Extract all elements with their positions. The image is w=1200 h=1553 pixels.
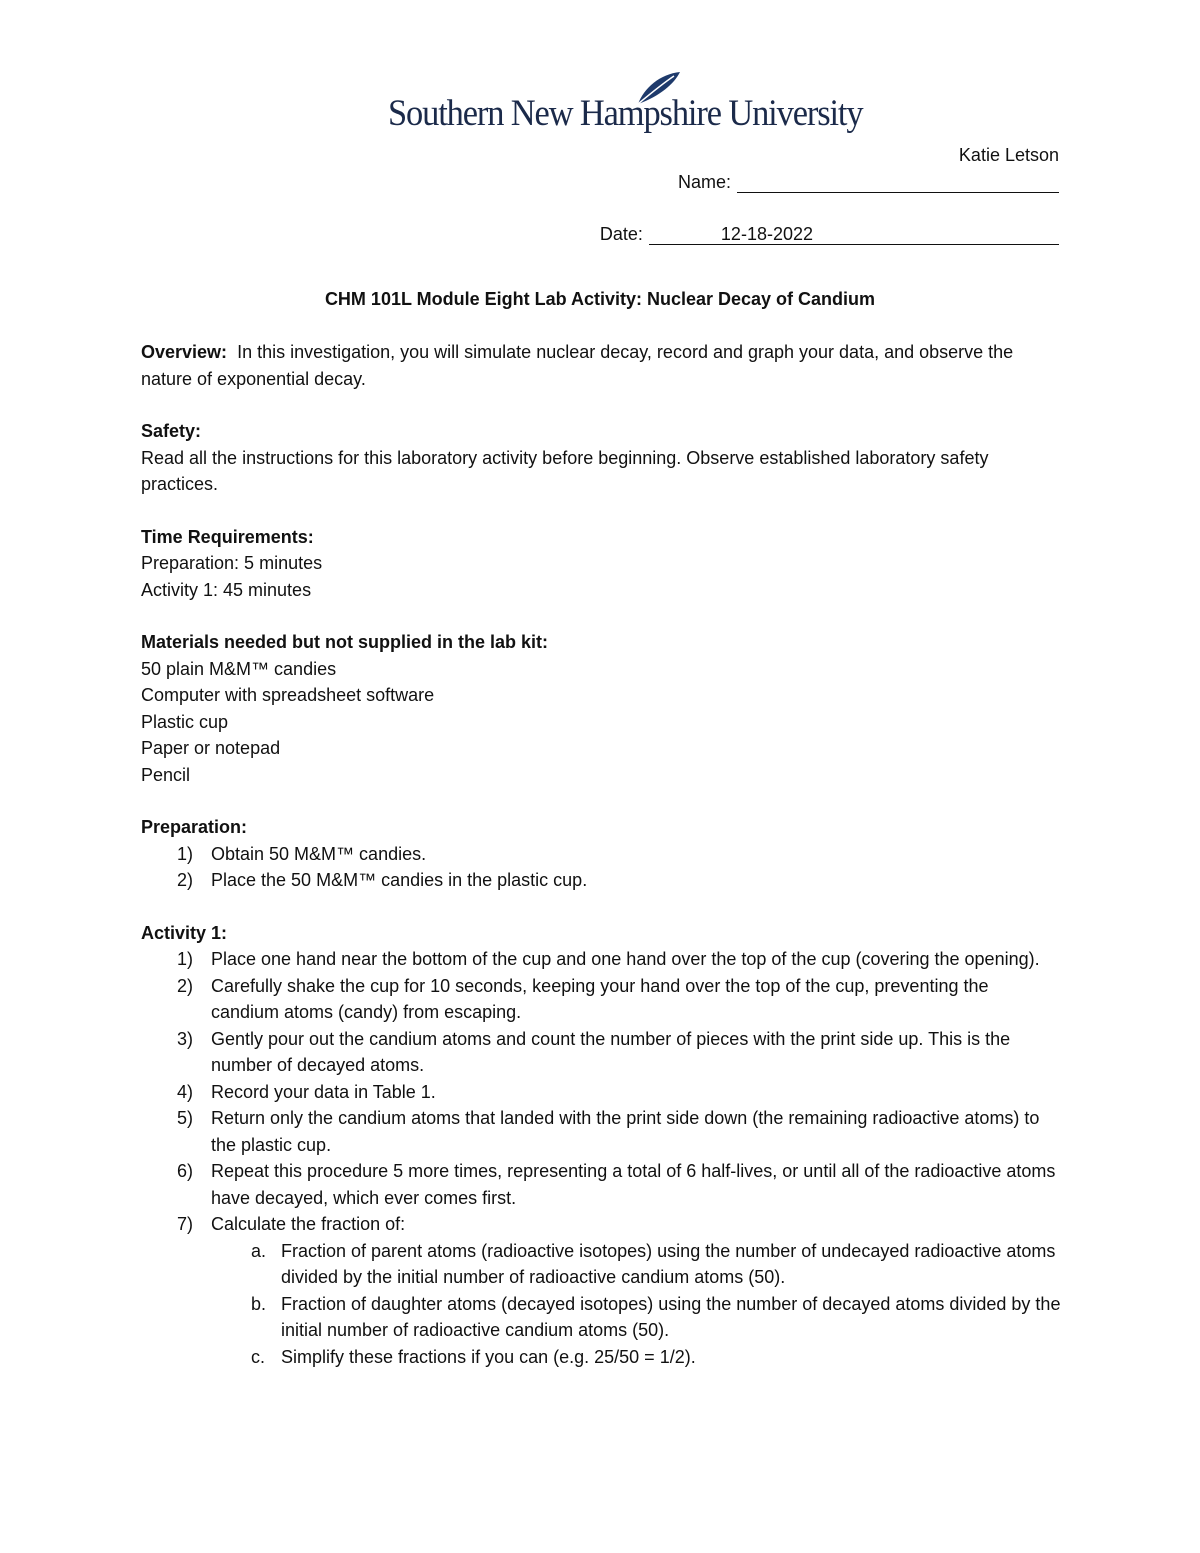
overview-text: In this investigation, you will simulate nuclear decay, record and graph your data, and observe the nature of exponential decay. (141, 342, 1014, 389)
sub-list-item: c. Simplify these fractions if you can (e.g. 25/50 = 1/2). (251, 1346, 696, 1367)
preparation-section (141, 814, 1061, 894)
activity-label: Activity 1: (141, 922, 228, 943)
time-label: Time Requirements: (141, 526, 314, 547)
materials-label: Materials needed but not supplied in the lab kit: (141, 632, 549, 652)
time-item: Activity 1: 45 minutes (141, 579, 312, 600)
sub-list-item: b. Fraction of daughter atoms (decayed isotopes) using the number of decayed atoms divided by the initial number of radioactive candium atoms (50). (251, 1293, 1061, 1340)
name-field (678, 172, 1059, 193)
overview-section (141, 339, 1061, 392)
safety-text: Read all the instructions for this laboratory activity before beginning. Observe established laboratory safety practices. (141, 447, 989, 494)
list-item: 2) Place the 50 M&M™ candies in the plastic cup. (177, 870, 588, 890)
name-blank-line[interactable] (737, 174, 1059, 193)
name-label: Name: (677, 172, 731, 192)
overview-label: Overview: (141, 342, 228, 362)
list-item: 1) Obtain 50 M&M™ candies. (177, 843, 427, 864)
list-item: 7) Calculate the fraction of: (177, 1214, 406, 1234)
list-item: 2) Carefully shake the cup for 10 seconds, keeping your hand over the top of the cup, preventing the candium atoms (candy) from escaping. (177, 975, 989, 1022)
list-item: 6) Repeat this procedure 5 more times, representing a total of 6 half-lives, or until all of the radioactive atoms have decayed, which ever comes first. (177, 1161, 1056, 1208)
date-value: 12-18-2022 (720, 224, 813, 244)
materials-item: 50 plain M&M™ candies (141, 658, 337, 679)
preparation-label: Preparation: (141, 817, 248, 837)
author-name: Katie Letson (958, 145, 1059, 165)
list-item: 3) Gently pour out the candium atoms and count the number of pieces with the print side up. This is the number of decayed atoms. (177, 1028, 1011, 1075)
activity-section (141, 920, 1061, 1371)
materials-item: Plastic cup (141, 711, 229, 732)
materials-section (141, 629, 1061, 788)
list-item: 4) Record your data in Table 1. (177, 1081, 436, 1102)
document-title: CHM 101L Module Eight Lab Activity: Nuclear Decay of Candium (324, 289, 876, 309)
list-item: 1) Place one hand near the bottom of the cup and one hand over the top of the cup (covering the opening). (177, 949, 1040, 969)
list-item: 5) Return only the candium atoms that landed with the print side down (the remaining radioactive atoms) to the plastic cup. (177, 1108, 1040, 1155)
materials-item: Computer with spreadsheet software (141, 685, 435, 705)
materials-item: Pencil (141, 764, 191, 785)
date-blank-line[interactable] (649, 224, 1059, 245)
materials-item: Paper or notepad (141, 738, 281, 758)
time-item: Preparation: 5 minutes (141, 553, 323, 573)
time-section (141, 524, 1061, 604)
document-body (141, 339, 1061, 1370)
sub-list-item: a. Fraction of parent atoms (radioactive isotopes) using the number of undecayed radioactive atoms divided by the initial number of radioactive candium atoms (50). (251, 1240, 1056, 1287)
safety-section (141, 418, 1061, 498)
date-label: Date: (599, 224, 643, 244)
university-name: Southern New Hampshire University (388, 93, 863, 134)
safety-label: Safety: (141, 421, 202, 441)
date-field (600, 224, 1059, 245)
university-logo (388, 70, 863, 136)
